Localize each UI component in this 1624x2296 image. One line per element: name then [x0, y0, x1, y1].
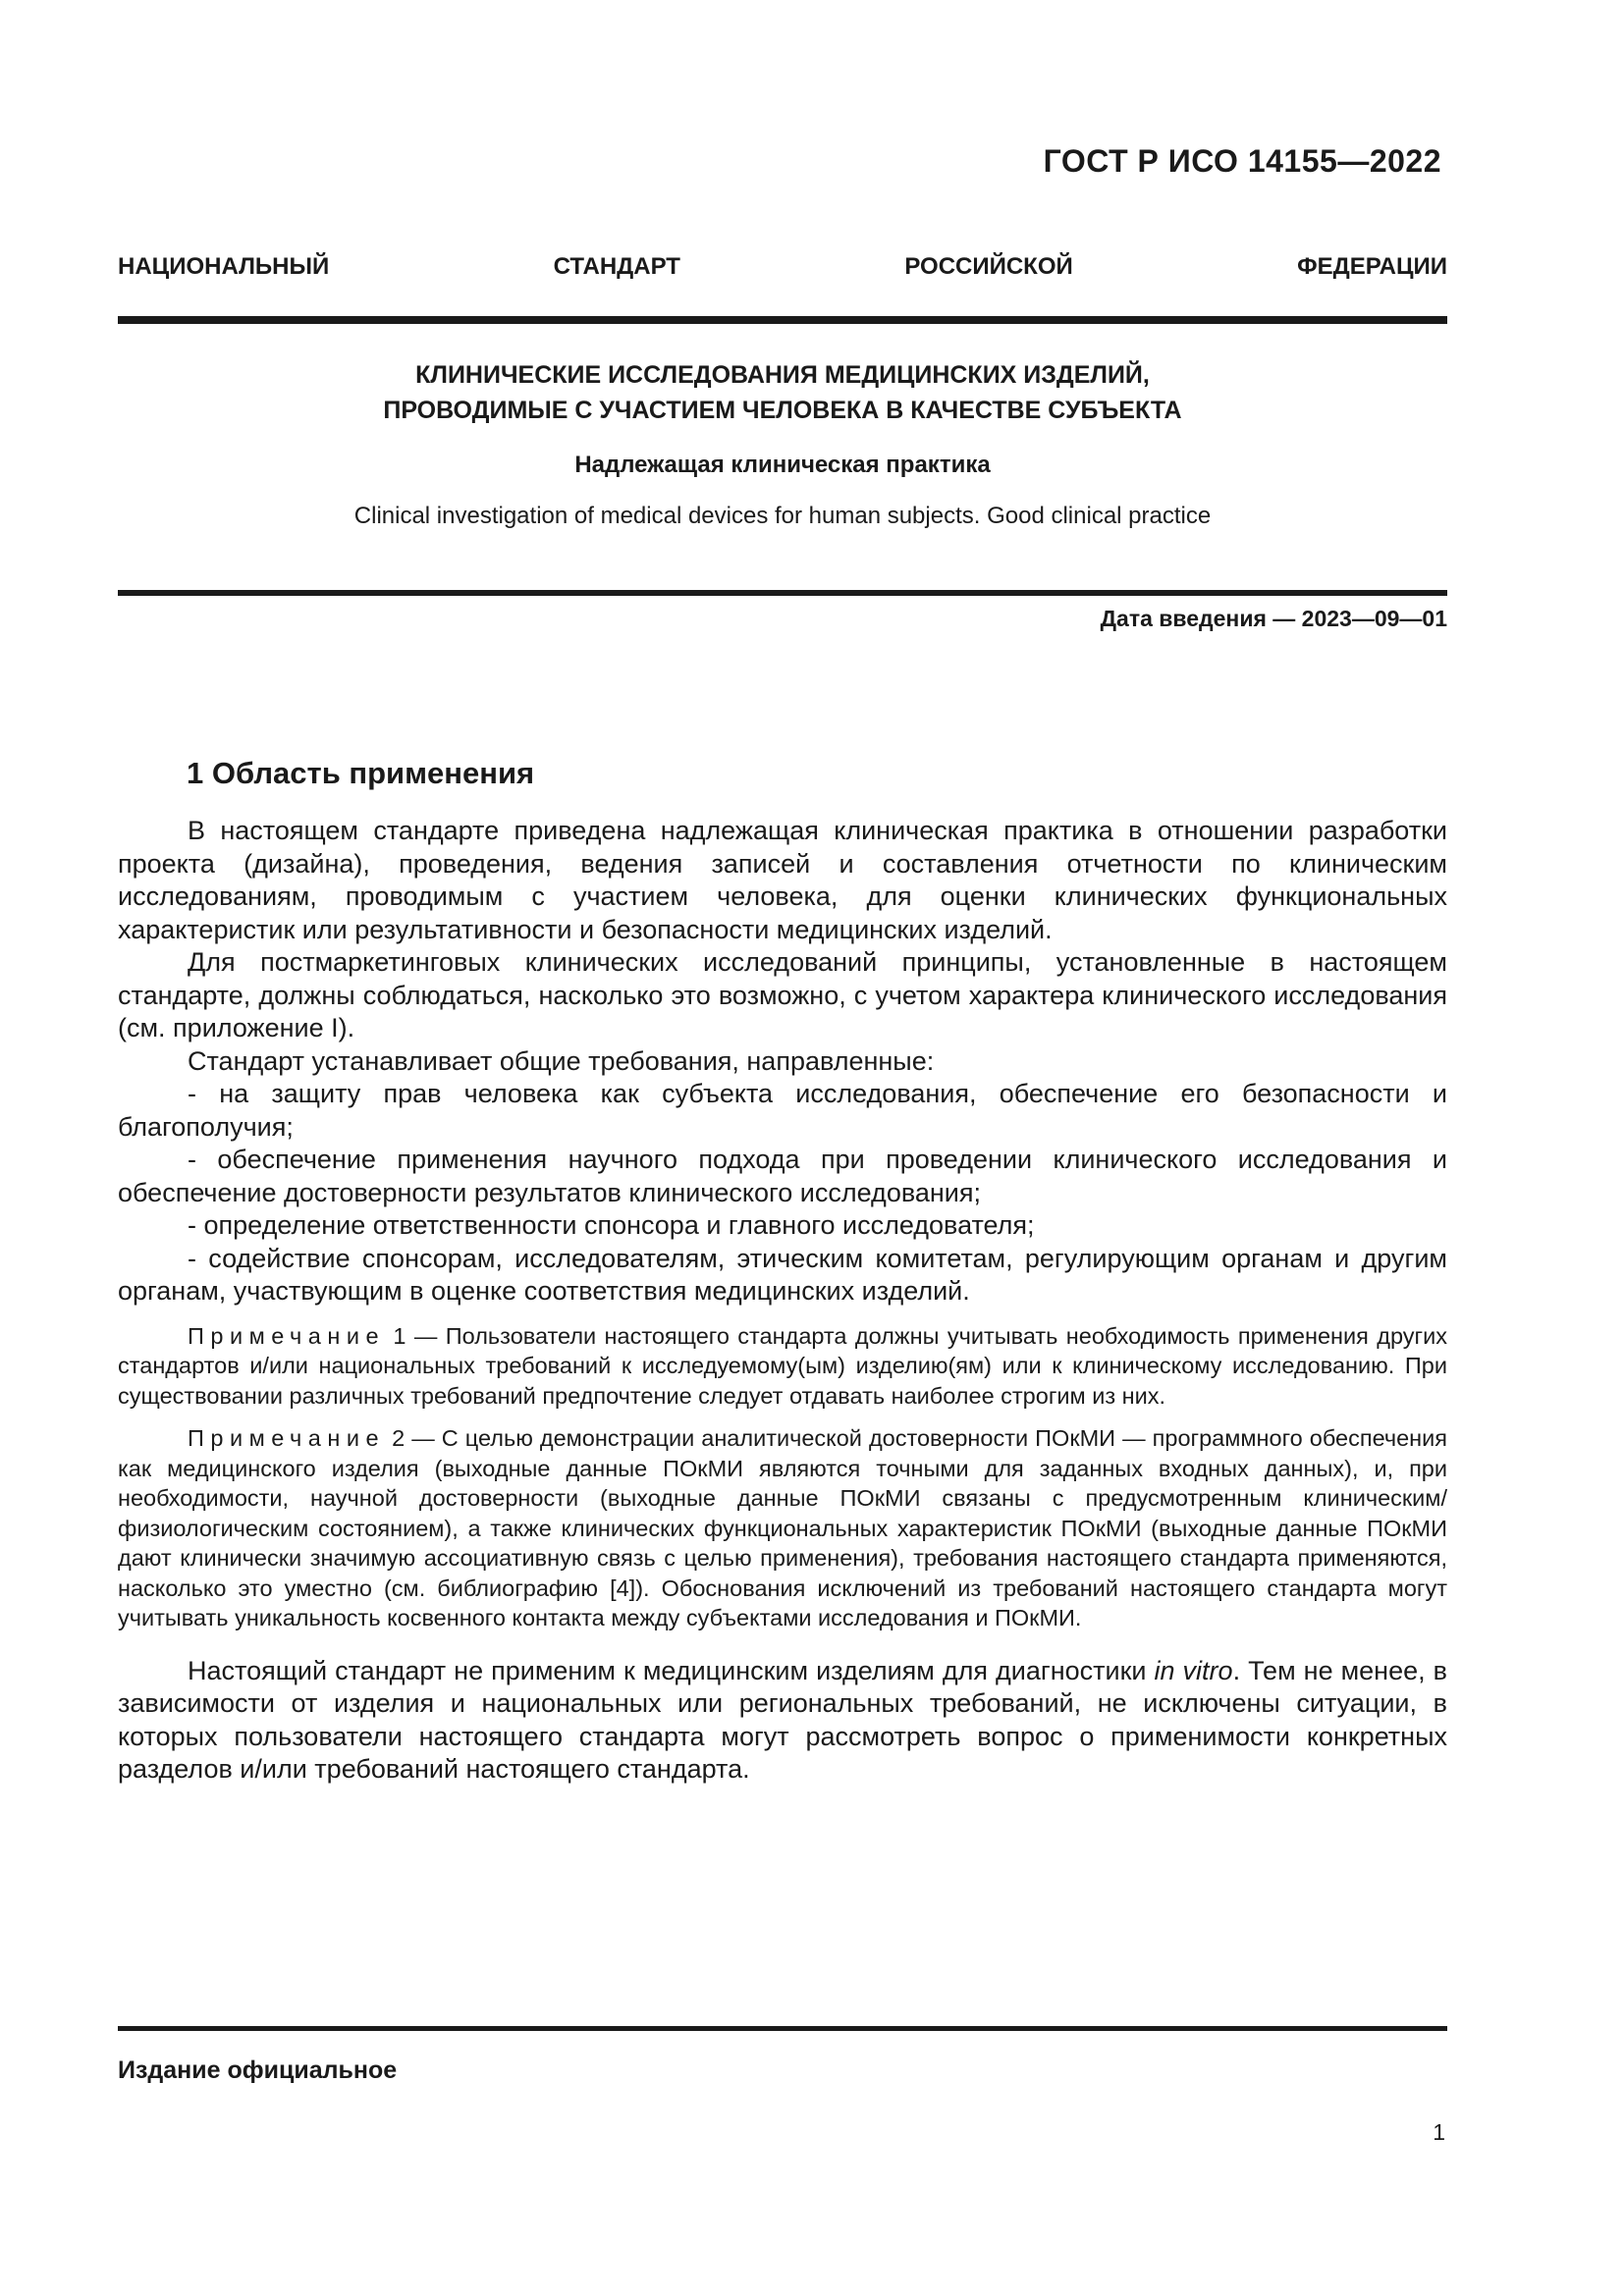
final-paragraph-italic: in vitro — [1154, 1655, 1233, 1685]
national-standard-heading: НАЦИОНАЛЬНЫЙ СТАНДАРТ РОССИЙСКОЙ ФЕДЕРАЦИИ — [118, 253, 1447, 280]
list-item: - обеспечение применения научного подхода при проведении клинического исследования и обеспечение достоверности результатов клинического исследования; — [118, 1145, 1447, 1207]
title-line-1: КЛИНИЧЕСКИЕ ИССЛЕДОВАНИЯ МЕДИЦИНСКИХ ИЗДЕЛИЙ, — [415, 361, 1150, 389]
final-paragraph-end: . Тем не менее, в зависимости от изделия и национальных или региональных требований, не исключены ситуации, в которых пользователи настоящего стандарта могут рассмотреть вопрос о применимости конкретных разделов и/или требований настоящего стандарта. — [118, 1655, 1447, 1784]
section-body — [118, 815, 1447, 1787]
title-block — [118, 357, 1447, 532]
note-text: 1 — Пользователи настоящего стандарта должны учитывать необходимость применения других стандартов и/или национальных требований к исследуемому(ым) изделию(ям) или к клиническому исследованию. При существовании различных требований предпочтение следует отдавать наиболее строгим из них. — [118, 1322, 1447, 1409]
note-label: Примечание — [188, 1322, 386, 1349]
page-number: 1 — [1433, 2119, 1445, 2145]
final-paragraph-start: Настоящий стандарт не применим к медицинским изделиям для диагностики — [188, 1655, 1155, 1685]
subtitle: Надлежащая клиническая практика — [574, 452, 991, 478]
footer-divider — [118, 2026, 1447, 2031]
paragraph: Стандарт устанавливает общие требования, направленные: — [188, 1045, 935, 1076]
edition-label: Издание официальное — [118, 2056, 398, 2084]
title-divider — [118, 590, 1447, 596]
list-item: - на защиту прав человека как субъекта исследования, обеспечение его безопасности и благополучия; — [118, 1079, 1447, 1142]
note-label: Примечание — [188, 1425, 386, 1451]
paragraph: Для постмаркетинговых клинических исследований принципы, установленные в настоящем стандарте, должны соблюдаться, насколько это возможно, с учетом характера клинического исследования (см. приложение I). — [118, 947, 1447, 1042]
list-item: - определение ответственности спонсора и главного исследователя; — [188, 1210, 1035, 1240]
note-2 — [118, 1423, 1447, 1633]
note-1 — [118, 1321, 1447, 1412]
top-divider — [118, 316, 1447, 324]
title-line-2: ПРОВОДИМЫЕ С УЧАСТИЕМ ЧЕЛОВЕКА В КАЧЕСТВЕ СУБЪЕКТА — [383, 397, 1182, 424]
english-title: Clinical investigation of medical devices for human subjects. Good clinical practice — [353, 503, 1212, 529]
final-paragraph — [118, 1655, 1447, 1787]
list-item: - содействие спонсорам, исследователям, этическим комитетам, регулирующим органам и другим органам, участвующим в оценке соответствия медицинских изделий. — [118, 1243, 1447, 1306]
section-heading: 1 Область применения — [187, 756, 535, 790]
paragraph: В настоящем стандарте приведена надлежащая клиническая практика в отношении разработки проекта (дизайна), проведения, ведения записей и составления отчетности по клиническим исследованиям, проводимым с участием человека, для оценки клинических функциональных характеристик или результативности и безопасности медицинских изделий. — [118, 816, 1447, 944]
introduction-date: Дата введения — 2023—09—01 — [1100, 606, 1447, 631]
note-text: 2 — С целью демонстрации аналитической достоверности ПОкМИ — программного обеспечения как медицинского изделия (выходные данные ПОкМИ являются точными для заданных входных данных), и, при необходимости, научной достоверности (выходные данные ПОкМИ связаны с предусмотренным клиническим/физиологическим состоянием), а также клинических функциональных характеристик ПОкМИ (выходные данные ПОкМИ дают клинически значимую ассоциативную связь с целью применения), требования настоящего стандарта применяются, насколько это уместно (см. библиографию [4]). Обоснования исключений из требований настоящего стандарта могут учитывать уникальность косвенного контакта между субъектами исследования и ПОкМИ. — [118, 1425, 1447, 1630]
standard-code: ГОСТ Р ИСО 14155—2022 — [1043, 143, 1441, 179]
